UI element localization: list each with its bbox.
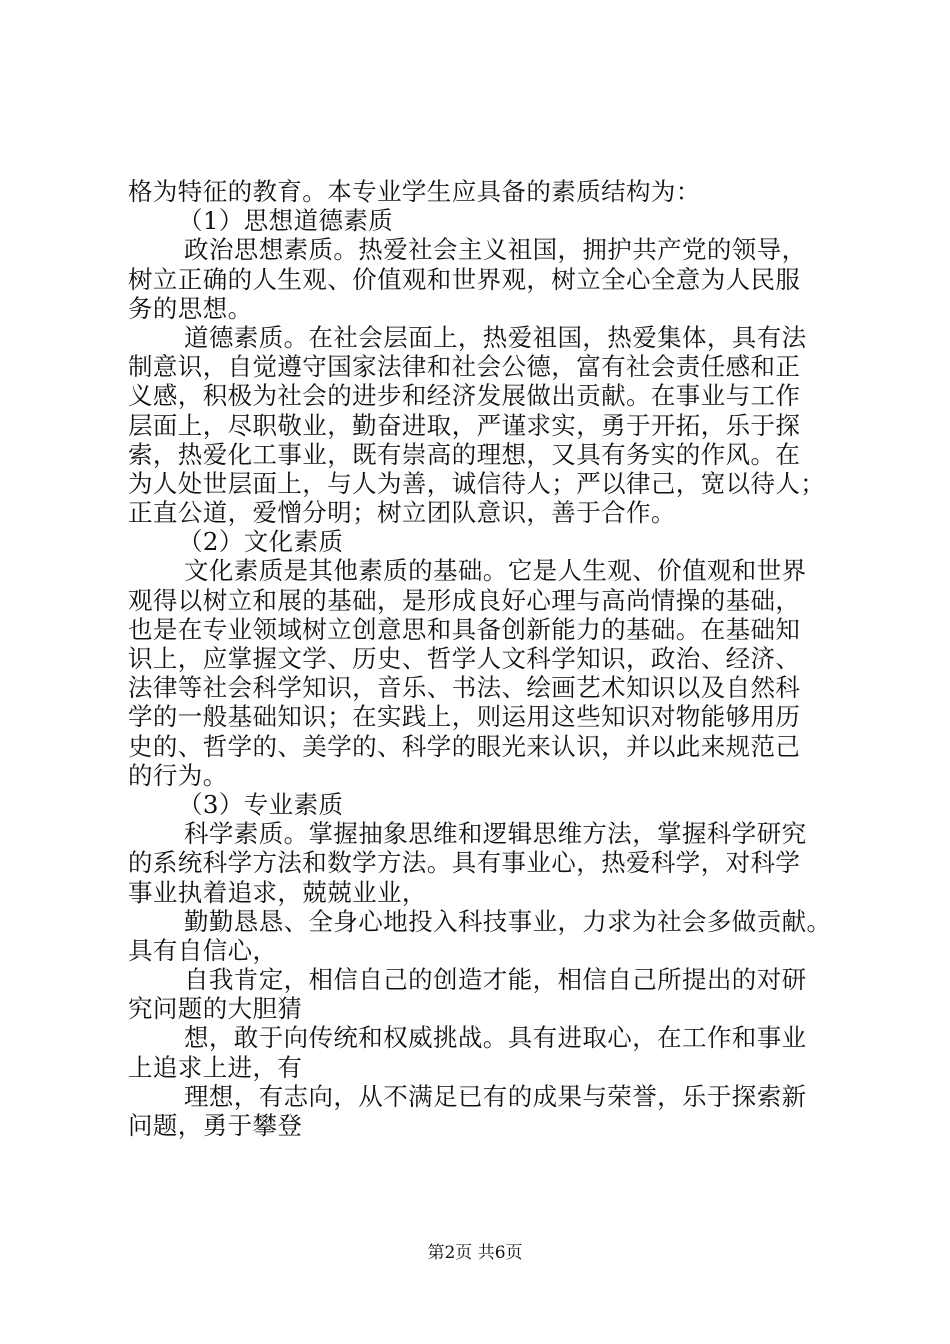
text-line: 上追求上进，有 [128, 1052, 303, 1082]
text-line: 科学素质。掌握抽象思维和逻辑思维方法，掌握科学研究 [184, 819, 807, 849]
text-line: 道德素质。在社会层面上，热爱祖国，热爱集体，具有法 [184, 322, 807, 352]
text-line: 究问题的大胆猜 [128, 994, 303, 1024]
text-line: 索，热爱化工事业，既有崇高的理想，又具有务实的作风。在 [128, 439, 801, 469]
text-line: 理想，有志向，从不满足已有的成果与荣誉，乐于探索新 [184, 1081, 807, 1111]
text-line: 学的一般基础知识；在实践上，则运用这些知识对物能够用历 [128, 702, 801, 732]
text-line: 制意识，自觉遵守国家法律和社会公德，富有社会责任感和正 [128, 352, 801, 382]
text-line: 的行为。 [128, 760, 228, 790]
text-line: 法律等社会科学知识，音乐、书法、绘画艺术知识以及自然科 [128, 673, 801, 703]
text-line: 事业执着追求，兢兢业业， [128, 877, 427, 907]
section-heading: （1）思想道德素质 [178, 206, 394, 236]
text-line: 识上，应掌握文学、历史、哲学人文科学知识，政治、经济、 [128, 644, 801, 673]
text-line: 也是在专业领域树立创意思和具备创新能力的基础。在基础知 [128, 614, 801, 644]
text-line: 的系统科学方法和数学方法。具有事业心，热爱科学，对科学 [128, 848, 801, 878]
page-number-footer: 第2页 共6页 [427, 1243, 523, 1263]
text-line: 格为特征的教育。本专业学生应具备的素质结构为： [128, 177, 701, 206]
section-heading: （2）文化素质 [178, 527, 344, 557]
text-line: 观得以树立和展的基础，是形成良好心理与高尚情操的基础， [128, 585, 801, 615]
text-line: 文化素质是其他素质的基础。它是人生观、价值观和世界 [184, 556, 807, 586]
text-line: 义感，积极为社会的进步和经济发展做出贡献。在事业与工作 [128, 381, 801, 411]
text-line: 务的思想。 [128, 293, 253, 323]
text-line: 层面上，尽职敬业，勤奋进取，严谨求实，勇于开拓，乐于探 [128, 410, 801, 440]
text-line: 自我肯定，相信自己的创造才能，相信自己所提出的对研 [184, 965, 807, 995]
document-body [128, 177, 834, 1140]
text-line: 具有自信心， [128, 935, 278, 965]
text-line: 史的、哲学的、美学的、科学的眼光来认识，并以此来规范己 [128, 731, 801, 761]
section-heading: （3）专业素质 [178, 789, 344, 819]
text-line: 勤勤恳恳、全身心地投入科技事业，力求为社会多做贡献。 [184, 906, 832, 936]
text-line: 为人处世层面上，与人为善，诚信待人；严以律己，宽以待人； [128, 468, 826, 498]
text-line: 政治思想素质。热爱社会主义祖国，拥护共产党的领导， [184, 235, 807, 265]
text-line: 树立正确的人生观、价值观和世界观，树立全心全意为人民服 [128, 264, 801, 294]
text-line: 正直公道，爱憎分明；树立团队意识，善于合作。 [128, 498, 676, 528]
text-line: 想，敢于向传统和权威挑战。具有进取心，在工作和事业 [184, 1023, 807, 1053]
text-line: 问题，勇于攀登 [128, 1111, 303, 1140]
